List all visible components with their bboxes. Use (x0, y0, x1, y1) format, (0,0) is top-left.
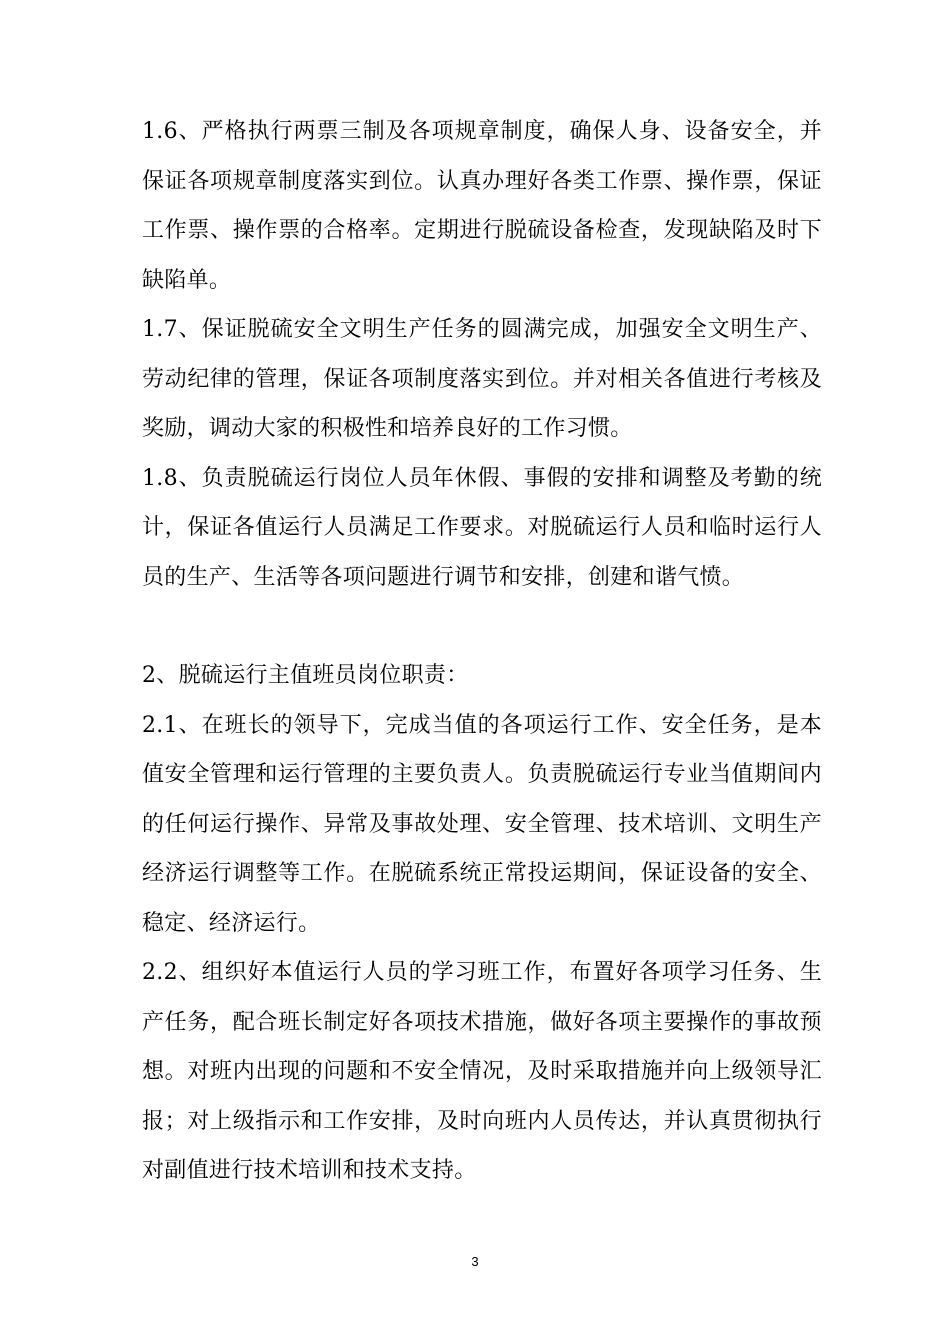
paragraph-2-1: 2.1、在班长的领导下，完成当值的各项运行工作、安全任务，是本值安全管理和运行管理的主要负责人。负责脱硫运行专业当值期间内的任何运行操作、异常及事故处理、安全管理、技术培训、文明生产经济运行调整等工作。在脱硫系统正常投运期间，保证设备的安全、稳定、经济运行。 (142, 712, 822, 936)
paragraph-1-8: 1.8、负责脱硫运行岗位人员年休假、事假的安排和调整及考勤的统计，保证各值运行人员满足工作要求。对脱硫运行人员和临时运行人员的生产、生活等各项问题进行调节和安排，创建和谐气愤。 (142, 465, 822, 590)
document-body (142, 107, 822, 1196)
paragraph-2-2: 2.2、组织好本值运行人员的学习班工作，布置好各项学习任务、生产任务，配合班长制定好各项技术措施，做好各项主要操作的事故预想。对班内出现的问题和不安全情况，及时采取措施并向上级领导汇报；对上级指示和工作安排，及时向班内人员传达，并认真贯彻执行对副值进行技术培训和技术支持。 (142, 960, 822, 1183)
paragraph-1-7: 1.7、保证脱硫安全文明生产任务的圆满完成，加强安全文明生产、劳动纪律的管理，保证各项制度落实到位。并对相关各值进行考核及奖励，调动大家的积极性和培养良好的工作习惯。 (142, 317, 822, 441)
page-number: 3 (471, 1254, 479, 1269)
section-heading-2: 2、脱硫运行主值班员岗位职责： (142, 663, 469, 688)
section-spacer (142, 602, 822, 651)
paragraph-1-6: 1.6、严格执行两票三制及各项规章制度，确保人身、设备安全，并保证各项规章制度落实到位。认真办理好各类工作票、操作票，保证工作票、操作票的合格率。定期进行脱硫设备检查，发现缺陷及时下缺陷单。 (142, 119, 822, 293)
